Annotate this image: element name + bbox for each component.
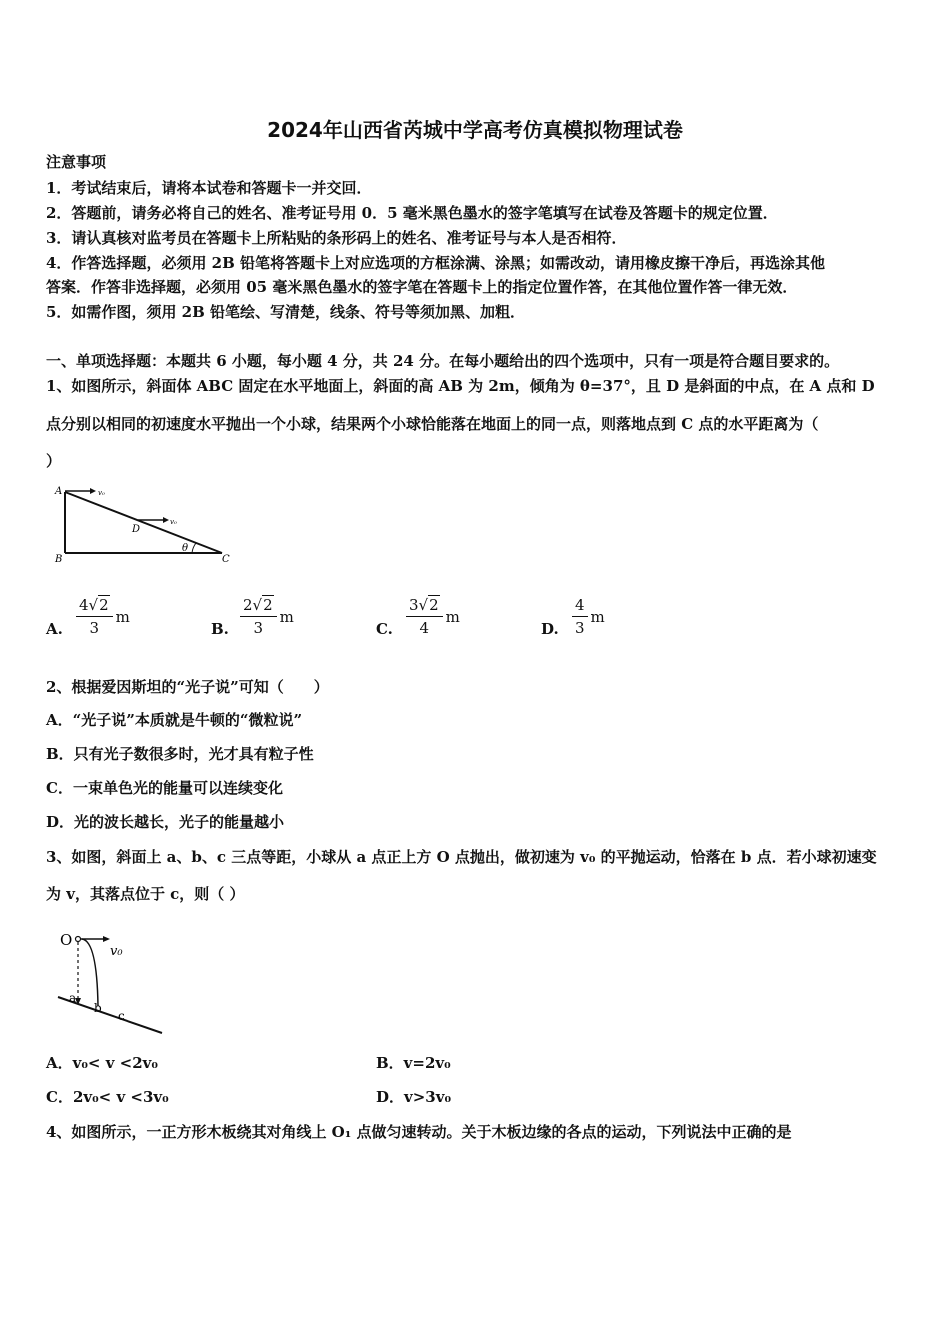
option-d-value: $\frac{4}{3}$ m	[572, 596, 605, 638]
label-v0: v₀	[170, 518, 177, 526]
notice-item: 答案．作答非选择题，必须用 05 毫米黑色墨水的签字笔在答题卡上的指定位置作答，在其他位置作答一律无效．	[46, 278, 798, 296]
question-2-stem: 2、根据爱因斯坦的“光子说”可知（ ）	[46, 678, 329, 696]
notice-item: 1．考试结束后，请将本试卷和答题卡一并交回．	[46, 179, 372, 197]
label-D: D	[132, 524, 141, 535]
question-1-line: 1、如图所示，斜面体 ABC 固定在水平地面上，斜面的高 AB 为 2m，倾角为 θ=37°，且 D 是斜面的中点，在 A 点和 D	[46, 377, 875, 395]
label-a: a	[69, 991, 77, 1005]
notice-item: 4．作答选择题，必须用 2B 铅笔将答题卡上对应选项的方框涂满、涂黑；如需改动，请用橡皮擦干净后，再选涂其他	[46, 254, 826, 272]
label-A: A	[55, 486, 63, 497]
question-2-option: A．“光子说”本质就是牛顿的“微粒说”	[46, 711, 303, 729]
question-3-option: B．v=2v₀	[376, 1054, 451, 1072]
question-3-option: D．v>3v₀	[376, 1088, 452, 1106]
section-heading: 一、单项选择题：本题共 6 小题，每小题 4 分，共 24 分。在每小题给出的四个选项中，只有一项是符合题目要求的。	[46, 352, 840, 370]
notice-item: 2．答题前，请务必将自己的姓名、准考证号用 0．5 毫米黑色墨水的签字笔填写在试卷及答题卡的规定位置．	[46, 204, 778, 222]
question-2-option: D．光的波长越长，光子的能量越小	[46, 813, 285, 831]
option-c-letter: C.	[376, 620, 393, 638]
projectile-figure	[55, 925, 170, 1037]
question-3-line: 3、如图，斜面上 a、b、c 三点等距，小球从 a 点正上方 O 点抛出，做初速为 v₀ 的平抛运动，恰落在 b 点．若小球初速变	[46, 848, 877, 866]
question-3-line: 为 v，其落点位于 c，则（ ）	[46, 885, 245, 903]
notice-heading: 注意事项	[46, 153, 107, 171]
question-2-option: C．一束单色光的能量可以连续变化	[46, 779, 283, 797]
question-3-option: C．2v₀< v <3v₀	[46, 1088, 169, 1106]
option-a-letter: A.	[46, 620, 63, 638]
notice-item: 3．请认真核对监考员在答题卡上所粘贴的条形码上的姓名、准考证号与本人是否相符．	[46, 229, 627, 247]
label-O: O	[60, 931, 73, 949]
label-v0: v₀	[98, 489, 105, 497]
option-c-value: $\frac{3√2}{4}$ m	[406, 596, 460, 638]
option-b-letter: B.	[211, 620, 229, 638]
label-v0: v₀	[110, 944, 123, 959]
question-1-line: 点分别以相同的初速度水平抛出一个小球，结果两个小球恰能落在地面上的同一点，则落地点到 C 点的水平距离为（	[46, 415, 819, 433]
label-c: c	[118, 1009, 125, 1023]
label-theta: θ	[182, 543, 189, 554]
question-2-option: B．只有光子数很多时，光才具有粒子性	[46, 745, 314, 763]
question-3-option: A．v₀< v <2v₀	[46, 1054, 158, 1072]
option-d-letter: D.	[541, 620, 559, 638]
page-title: 2024年山西省芮城中学高考仿真模拟物理试卷	[267, 118, 683, 142]
notice-item: 5．如需作图，须用 2B 铅笔绘、写清楚，线条、符号等须加黑、加粗．	[46, 303, 525, 321]
question-1-line: ）	[46, 452, 62, 470]
option-a-value: $\frac{4√2}{3}$ m	[76, 596, 130, 638]
label-C: C	[222, 554, 230, 565]
incline-figure	[50, 480, 240, 570]
question-4-stem: 4、如图所示，一正方形木板绕其对角线上 O₁ 点做匀速转动。关于木板边缘的各点的运动，下列说法中正确的是	[46, 1123, 792, 1141]
option-b-value: $\frac{2√2}{3}$ m	[240, 596, 294, 638]
label-b: b	[94, 1001, 102, 1015]
label-B: B	[55, 554, 63, 565]
